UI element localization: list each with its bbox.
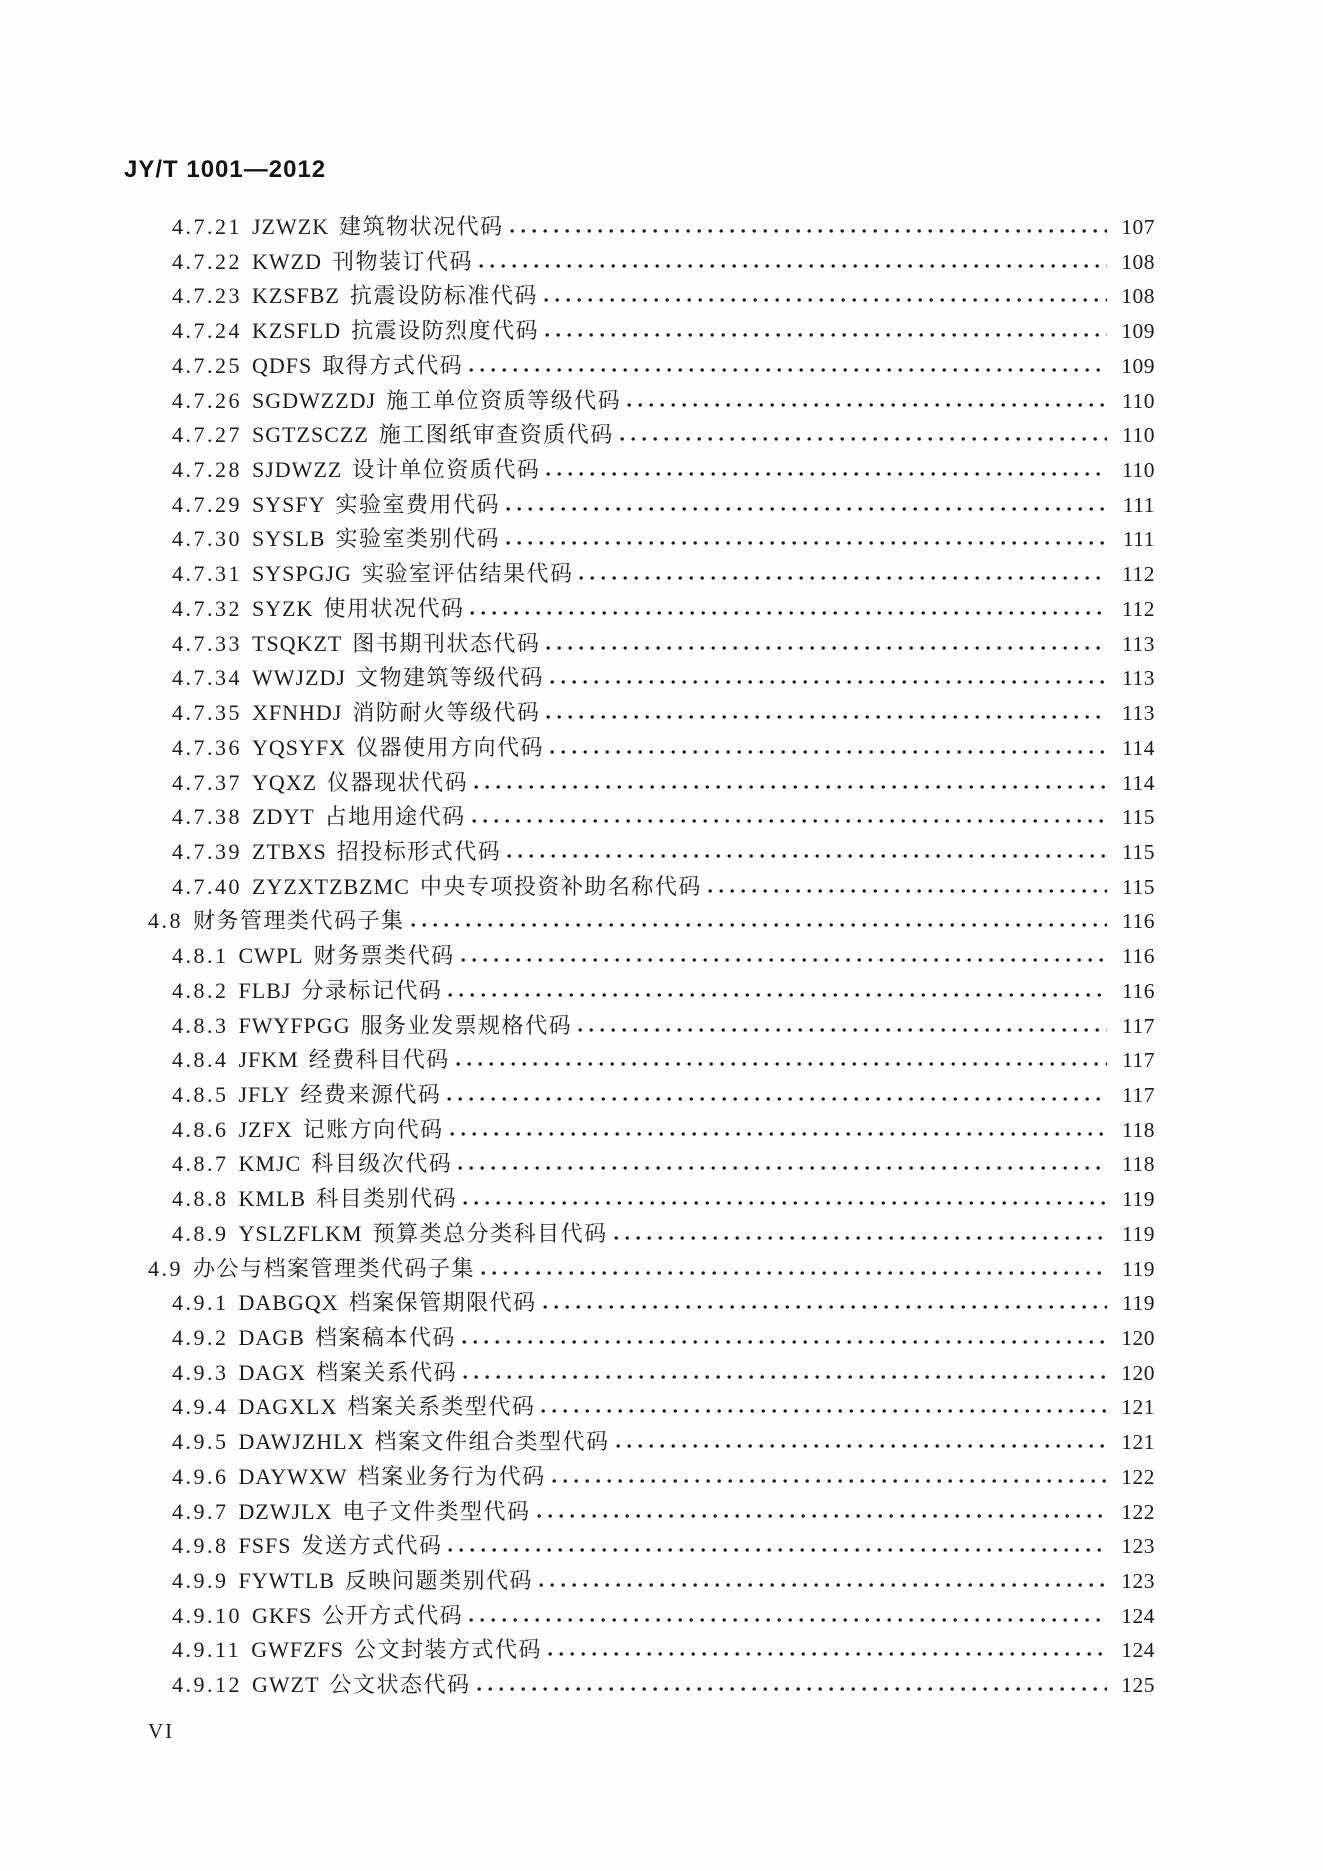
toc-entry-code: KMLB: [238, 1186, 307, 1212]
toc-entry-title: 占地用途代码: [324, 804, 466, 830]
toc-entry-number: 4.9.8: [172, 1533, 229, 1559]
toc-entry-number: 4.7.36: [172, 734, 242, 760]
toc-entry-number: 4.7.37: [172, 769, 242, 795]
dot-leader: [450, 1131, 1107, 1137]
toc-entry: [0, 1564, 1155, 1599]
toc-entry-page: 116: [1122, 944, 1155, 969]
toc-entry-number: 4.9.5: [172, 1429, 229, 1455]
toc-entry-number: 4.7.23: [172, 283, 242, 309]
toc-entry-number: 4.8.9: [172, 1220, 229, 1246]
toc-entry-title: 公文状态代码: [329, 1672, 471, 1698]
toc-entry-page: 116: [1122, 909, 1155, 934]
toc-entry-number: 4.7.28: [172, 457, 242, 483]
toc-entry-title: 中央专项投资补助名称代码: [419, 873, 702, 899]
toc-entry-title: 消防耐火等级代码: [352, 700, 541, 726]
toc-entry-page: 124: [1121, 1638, 1155, 1663]
toc-entry-title: 办公与档案管理类代码子集: [193, 1255, 476, 1281]
toc-entry-code: DAGXLX: [238, 1394, 338, 1420]
toc-entry-title: 档案文件组合类型代码: [374, 1429, 610, 1455]
toc-entry-code: DAWJZHLX: [238, 1429, 365, 1455]
toc-entry-code: FWYFPGG: [238, 1012, 351, 1038]
toc-entry-page: 122: [1121, 1464, 1155, 1489]
dot-leader: [579, 575, 1107, 581]
dot-leader: [537, 1513, 1108, 1519]
toc-entry-page: 119: [1122, 1256, 1155, 1281]
toc-entry: [0, 1321, 1155, 1356]
toc-entry-title: 档案保管期限代码: [348, 1290, 537, 1316]
toc-list: [0, 210, 1323, 1703]
toc-entry-number: 4.8: [148, 908, 183, 934]
dot-leader: [456, 1061, 1107, 1067]
toc-entry: [0, 1390, 1155, 1425]
toc-entry-number: 4.7.24: [172, 318, 242, 344]
dot-leader: [541, 1408, 1107, 1414]
document-standard-number: JY/T 1001—2012: [124, 156, 327, 183]
toc-entry-title: 仪器使用方向代码: [356, 734, 545, 760]
toc-entry-page: 115: [1122, 839, 1155, 864]
toc-entry-code: GWZT: [252, 1672, 320, 1698]
toc-entry-page: 117: [1122, 1082, 1155, 1107]
toc-entry: [0, 453, 1155, 488]
toc-entry-title: 科目类别代码: [316, 1186, 458, 1212]
toc-entry-page: 107: [1121, 215, 1155, 239]
toc-entry: [0, 349, 1155, 384]
toc-entry-page: 109: [1121, 319, 1155, 344]
toc-entry-page: 111: [1122, 527, 1155, 552]
toc-entry-code: DAYWXW: [238, 1463, 348, 1489]
toc-entry: [0, 766, 1155, 801]
dot-leader: [510, 228, 1107, 234]
toc-entry-page: 111: [1122, 492, 1155, 517]
dot-leader: [472, 818, 1107, 824]
toc-entry-title: 实验室评估结果代码: [361, 561, 574, 587]
toc-entry-code: CWPL: [238, 943, 304, 969]
dot-leader: [481, 1270, 1107, 1276]
toc-entry-title: 档案稿本代码: [314, 1325, 456, 1350]
toc-entry: [0, 1425, 1155, 1460]
toc-entry-title: 施工单位资质等级代码: [386, 387, 622, 413]
toc-entry-page: 114: [1122, 735, 1155, 760]
toc-entry-number: 4.7.27: [172, 422, 242, 448]
dot-leader: [620, 436, 1107, 442]
toc-entry-number: 4.7.39: [172, 838, 242, 864]
dot-leader: [578, 1027, 1107, 1033]
toc-entry: [0, 522, 1155, 557]
dot-leader: [543, 1304, 1107, 1310]
dot-leader: [546, 471, 1107, 477]
toc-entry-code: SJDWZZ: [252, 457, 343, 483]
toc-entry-title: 电子文件类型代码: [342, 1498, 531, 1524]
toc-entry-code: KZSFBZ: [252, 283, 340, 309]
toc-entry-page: 119: [1122, 1187, 1155, 1212]
dot-leader: [616, 1443, 1107, 1449]
toc-entry-code: WWJZDJ: [252, 665, 346, 691]
toc-entry-title: 财务票类代码: [313, 943, 455, 969]
toc-entry-number: 4.8.1: [172, 943, 229, 969]
toc-entry-code: DABGQX: [238, 1290, 339, 1316]
dot-leader: [507, 853, 1107, 859]
toc-entry-title: 文物建筑等级代码: [355, 665, 544, 691]
toc-entry-code: DZWJLX: [238, 1498, 333, 1524]
toc-entry-title: 预算类总分类科目代码: [372, 1220, 608, 1246]
dot-leader: [462, 1339, 1107, 1345]
toc-entry-page: 112: [1122, 562, 1155, 587]
toc-entry-page: 108: [1121, 284, 1155, 309]
toc-entry-title: 分录标记代码: [301, 977, 443, 1003]
toc-entry-code: ZYZXTZBZMC: [252, 873, 410, 899]
toc-entry-code: FYWTLB: [238, 1568, 335, 1594]
toc-entry-number: 4.7.26: [172, 387, 242, 413]
toc-entry-code: DAGX: [238, 1359, 307, 1385]
toc-entry-number: 4.9.6: [172, 1463, 229, 1489]
toc-entry-title: 实验室类别代码: [335, 526, 500, 552]
toc-entry-title: 发送方式代码: [301, 1533, 443, 1559]
dot-leader: [458, 1165, 1107, 1171]
toc-entry: [0, 1286, 1155, 1321]
toc-entry-page: 110: [1122, 388, 1155, 413]
toc-entry-page: 119: [1122, 1291, 1155, 1316]
toc-entry-code: KZSFLD: [252, 318, 342, 344]
toc-entry-number: 4.9.12: [172, 1672, 242, 1698]
dot-leader: [539, 1582, 1107, 1588]
toc-entry-number: 4.7.32: [172, 595, 242, 621]
toc-entry-code: SYSFY: [252, 491, 326, 517]
toc-entry-code: JZFX: [238, 1116, 293, 1142]
dot-leader: [545, 332, 1107, 338]
dot-leader: [548, 1651, 1107, 1657]
toc-entry-title: 档案关系类型代码: [347, 1394, 536, 1420]
toc-entry-number: 4.7.38: [172, 804, 242, 830]
toc-entry-page: 112: [1122, 596, 1155, 621]
toc-entry-number: 4.9.7: [172, 1498, 229, 1524]
dot-leader: [708, 888, 1107, 894]
dot-leader: [469, 367, 1107, 373]
toc-entry: [0, 557, 1155, 592]
toc-entry-title: 服务业发票规格代码: [360, 1012, 573, 1038]
toc-entry-title: 经费来源代码: [300, 1081, 442, 1107]
toc-entry: [0, 1633, 1155, 1668]
dot-leader: [546, 714, 1107, 720]
dot-leader: [474, 784, 1107, 790]
toc-entry: [0, 210, 1155, 245]
toc-entry-number: 4.7.29: [172, 491, 242, 517]
dot-leader: [461, 957, 1107, 963]
toc-entry: [0, 1043, 1155, 1078]
dot-leader: [546, 645, 1107, 651]
dot-leader: [448, 1547, 1107, 1553]
toc-entry-code: KMJC: [238, 1151, 302, 1177]
toc-entry-page: 122: [1121, 1499, 1155, 1524]
toc-entry: [0, 1495, 1155, 1530]
toc-entry-code: JFLY: [238, 1081, 291, 1107]
toc-entry-page: 117: [1122, 1013, 1155, 1038]
toc-entry-number: 4.7.30: [172, 526, 242, 552]
toc-entry: [0, 1529, 1155, 1564]
toc-entry-number: 4.7.34: [172, 665, 242, 691]
toc-entry: [0, 800, 1155, 835]
toc-entry: [0, 488, 1155, 523]
toc-entry-code: FLBJ: [238, 977, 292, 1003]
toc-entry-number: 4.7.35: [172, 700, 242, 726]
toc-entry-title: 档案业务行为代码: [357, 1463, 546, 1489]
toc-entry-page: 117: [1122, 1048, 1155, 1073]
toc-entry-title: 记账方向代码: [302, 1116, 444, 1142]
toc-entry: [0, 1009, 1155, 1044]
dot-leader: [550, 679, 1107, 685]
dot-leader: [469, 1617, 1107, 1623]
toc-entry: [0, 1252, 1155, 1287]
toc-entry-number: 4.7.31: [172, 561, 242, 587]
toc-entry: [0, 1668, 1155, 1703]
toc-entry-number: 4.9.11: [172, 1637, 242, 1663]
toc-entry-code: JFKM: [238, 1047, 299, 1073]
toc-entry-title: 档案关系代码: [316, 1359, 458, 1385]
toc-entry-page: 113: [1122, 631, 1155, 656]
toc-entry-page: 114: [1122, 770, 1155, 795]
toc-entry-page: 123: [1121, 1569, 1155, 1594]
dot-leader: [544, 297, 1107, 303]
dot-leader: [463, 1374, 1107, 1380]
toc-entry: [0, 939, 1155, 974]
toc-entry: [0, 974, 1155, 1009]
toc-entry: [0, 1599, 1155, 1634]
dot-leader: [477, 1686, 1107, 1692]
toc-entry-code: YQSYFX: [252, 734, 347, 760]
toc-entry: [0, 1147, 1155, 1182]
dot-leader: [506, 506, 1107, 512]
toc-entry-page: 115: [1122, 874, 1155, 899]
toc-entry-title: 反映问题类别代码: [344, 1568, 533, 1594]
toc-entry-code: KWZD: [252, 248, 322, 274]
toc-entry-page: 115: [1122, 805, 1155, 830]
toc-entry-number: 4.9.10: [172, 1602, 242, 1628]
toc-entry-code: SYSLB: [252, 526, 326, 552]
toc-entry-title: 设计单位资质代码: [352, 457, 541, 483]
toc-entry-number: 4.9.9: [172, 1568, 229, 1594]
toc-entry-number: 4.9.4: [172, 1394, 229, 1420]
toc-entry-number: 4.8.8: [172, 1186, 229, 1212]
toc-entry: [0, 245, 1155, 280]
toc-entry: [0, 418, 1155, 453]
toc-entry-page: 118: [1122, 1152, 1155, 1177]
toc-entry: [0, 731, 1155, 766]
toc-entry-number: 4.7.25: [172, 352, 242, 378]
toc-entry: [0, 661, 1155, 696]
toc-entry-title: 图书期刊状态代码: [352, 630, 541, 656]
toc-entry: [0, 592, 1155, 627]
toc-entry: [0, 696, 1155, 731]
toc-entry-title: 财务管理类代码子集: [193, 908, 405, 934]
toc-entry: [0, 1217, 1155, 1252]
dot-leader: [470, 610, 1107, 616]
toc-entry-title: 科目级次代码: [311, 1151, 453, 1177]
toc-entry: [0, 1182, 1155, 1217]
dot-leader: [550, 749, 1107, 755]
toc-entry-title: 建筑物状况代码: [339, 214, 504, 239]
toc-entry-title: 取得方式代码: [322, 352, 464, 378]
toc-entry-page: 120: [1121, 1360, 1155, 1385]
toc-entry-page: 125: [1121, 1673, 1155, 1698]
toc-entry-page: 108: [1121, 249, 1155, 274]
toc-entry-title: 抗震设防烈度代码: [351, 318, 540, 344]
toc-entry-number: 4.8.6: [172, 1116, 229, 1142]
dot-leader: [479, 263, 1107, 269]
toc-entry-title: 招投标形式代码: [336, 838, 502, 864]
toc-entry: [0, 384, 1155, 419]
toc-entry-code: QDFS: [252, 352, 313, 378]
toc-entry: [0, 279, 1155, 314]
toc-entry-page: 119: [1122, 1221, 1155, 1246]
toc-entry: [0, 1356, 1155, 1391]
toc-entry-page: 118: [1122, 1117, 1155, 1142]
toc-entry-code: FSFS: [238, 1533, 292, 1559]
toc-entry: [0, 314, 1155, 349]
toc-entry-title: 施工图纸审查资质代码: [378, 422, 614, 448]
dot-leader: [614, 1235, 1107, 1241]
toc-entry: [0, 1078, 1155, 1113]
toc-entry-code: YQXZ: [252, 769, 318, 795]
toc-entry-number: 4.9.1: [172, 1290, 229, 1316]
footer-page-number: VI: [148, 1719, 175, 1743]
dot-leader: [552, 1478, 1107, 1484]
toc-entry-page: 121: [1121, 1395, 1155, 1420]
dot-leader: [448, 992, 1107, 998]
toc-entry-page: 110: [1122, 423, 1155, 448]
toc-entry-code: XFNHDJ: [252, 700, 343, 726]
toc-entry-title: 刊物装订代码: [331, 248, 473, 274]
toc-entry-title: 仪器现状代码: [327, 769, 469, 795]
toc-entry-code: ZTBXS: [252, 838, 327, 864]
toc-entry-page: 113: [1122, 701, 1155, 726]
toc-entry: [0, 904, 1155, 939]
toc-entry-page: 113: [1122, 666, 1155, 691]
toc-entry-code: JZWZK: [252, 214, 330, 239]
toc-entry-title: 公文封装方式代码: [353, 1637, 542, 1663]
dot-leader: [506, 540, 1107, 546]
toc-entry-page: 121: [1121, 1430, 1155, 1455]
toc-entry-number: 4.8.5: [172, 1081, 229, 1107]
toc-entry-code: SYZK: [252, 595, 314, 621]
toc-entry-number: 4.9: [148, 1255, 183, 1281]
toc-entry-code: SYSPGJG: [252, 561, 352, 587]
toc-entry-title: 抗震设防标准代码: [349, 283, 538, 309]
toc-entry-number: 4.7.40: [172, 873, 242, 899]
toc-entry-code: SGTZSCZZ: [252, 422, 369, 448]
toc-entry-code: SGDWZZDJ: [252, 387, 377, 413]
toc-entry-code: GKFS: [252, 1602, 313, 1628]
toc-entry-page: 109: [1121, 353, 1155, 378]
toc-entry-page: 120: [1121, 1326, 1155, 1350]
toc-entry-page: 123: [1121, 1534, 1155, 1559]
toc-entry-number: 4.7.33: [172, 630, 242, 656]
toc-entry: [0, 870, 1155, 905]
dot-leader: [411, 922, 1107, 928]
toc-entry-title: 使用状况代码: [323, 595, 465, 621]
toc-entry-title: 公开方式代码: [322, 1602, 464, 1628]
toc-entry-number: 4.8.2: [172, 977, 229, 1003]
toc-entry-page: 124: [1121, 1603, 1155, 1628]
toc-entry-code: GWFZFS: [251, 1637, 344, 1663]
toc-entry-number: 4.8.7: [172, 1151, 229, 1177]
toc-entry: [0, 1113, 1155, 1148]
toc-entry-number: 4.9.3: [172, 1359, 229, 1385]
toc-entry-code: DAGB: [238, 1325, 305, 1350]
toc-entry-number: 4.8.3: [172, 1012, 229, 1038]
toc-entry-title: 实验室费用代码: [335, 491, 500, 517]
dot-leader: [463, 1200, 1107, 1206]
toc-entry-code: ZDYT: [252, 804, 315, 830]
toc-entry-number: 4.7.22: [172, 248, 242, 274]
dot-leader: [627, 402, 1107, 408]
toc-entry: [0, 1460, 1155, 1495]
toc-entry: [0, 627, 1155, 662]
toc-entry-code: YSLZFLKM: [238, 1220, 363, 1246]
dot-leader: [447, 1096, 1107, 1102]
toc-entry-page: 110: [1122, 458, 1155, 483]
toc-entry-page: 116: [1122, 978, 1155, 1003]
toc-entry-number: 4.9.2: [172, 1325, 229, 1350]
toc-entry-code: TSQKZT: [252, 630, 343, 656]
toc-entry-title: 经费科目代码: [308, 1047, 450, 1073]
toc-entry: [0, 835, 1155, 870]
toc-entry-number: 4.8.4: [172, 1047, 229, 1073]
toc-entry-number: 4.7.21: [172, 214, 242, 239]
